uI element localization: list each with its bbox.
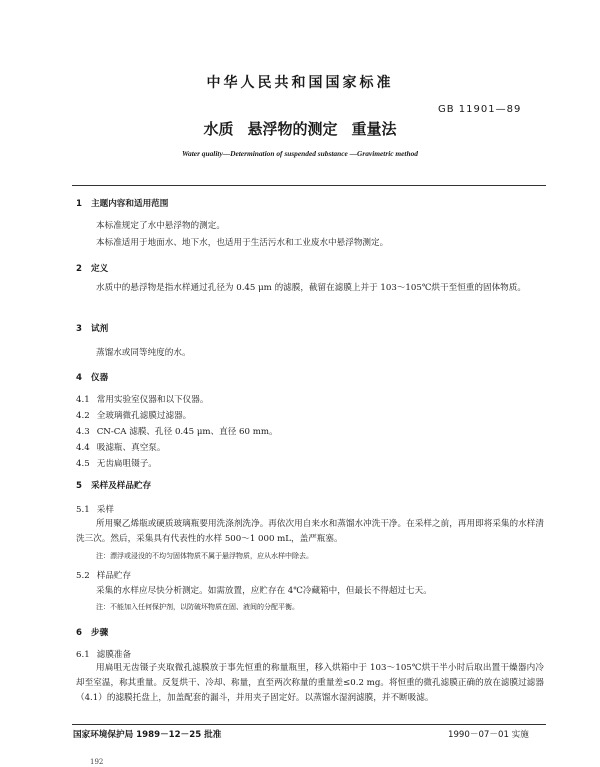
paragraph: 用扁咀无齿镊子夹取微孔滤膜放于事先恒重的称量瓶里，移入烘箱中于 103～105℃烘干半小时后取出置干燥器内冷却至室温，称其重量。反复烘干、冷却、称量，直至两次称量的重量差≤0.2 mg。将恒重的微孔滤膜正确的放在滤膜过滤器（4.1）的滤膜托盘上，加盖配套的漏斗，并用夹子固定好。以蒸馏水湿润滤膜，并不断吸滤。 bbox=[76, 663, 544, 703]
approval-line: 国家环境保护局 1989－12－25 批准 bbox=[73, 730, 222, 740]
section-title: 主题内容和适用范围 bbox=[91, 199, 169, 209]
section-title: 定义 bbox=[91, 264, 109, 274]
item-text: 常用实验室仪器和以下仪器。 bbox=[96, 395, 209, 405]
section-number: 5 bbox=[76, 481, 82, 491]
section-number: 4 bbox=[76, 373, 82, 383]
section-3-heading bbox=[76, 322, 108, 334]
subsection-title: 采样 bbox=[96, 505, 114, 515]
subsection-title: 样品贮存 bbox=[96, 571, 132, 581]
implementation-date: 1990－07－01 实施 bbox=[448, 730, 529, 740]
subsection-number: 5.2 bbox=[76, 571, 90, 581]
paragraph: 蒸馏水或同等纯度的水。 bbox=[96, 348, 191, 358]
section-number: 1 bbox=[76, 199, 82, 209]
title-part-1: 水质 bbox=[203, 120, 234, 138]
title-part-2: 悬浮物的测定 bbox=[247, 120, 338, 138]
list-item bbox=[76, 393, 208, 405]
standard-title: 中华人民共和国国家标准 bbox=[206, 75, 394, 91]
subsection-5-2-heading bbox=[76, 569, 131, 581]
section-title: 仪器 bbox=[91, 373, 109, 383]
item-number: 4.1 bbox=[76, 395, 90, 405]
section-title: 采样及样品贮存 bbox=[91, 481, 152, 491]
item-text: 无齿扁咀镊子。 bbox=[96, 459, 157, 469]
paragraph: 采集的水样应尽快分析测定。如需放置，应贮存在 4℃冷藏箱中，但最长不得超过七天。 bbox=[96, 586, 432, 596]
item-text: CN-CA 滤膜、孔径 0.45 μm、直径 60 mm。 bbox=[96, 427, 278, 437]
subsection-number: 6.1 bbox=[76, 650, 90, 660]
document-title-en: Water quality—Determination of suspended substance —Gravimetric method bbox=[182, 149, 418, 158]
item-text: 吸滤瓶、真空泵。 bbox=[96, 443, 166, 453]
section-title: 试剂 bbox=[91, 324, 109, 334]
list-item bbox=[76, 441, 166, 453]
top-divider bbox=[72, 185, 546, 186]
section-2-heading bbox=[76, 262, 108, 274]
paragraph: 本标准规定了水中悬浮物的测定。 bbox=[96, 221, 225, 231]
footer-divider bbox=[72, 724, 546, 725]
section-1-heading bbox=[76, 197, 168, 209]
item-number: 4.4 bbox=[76, 443, 90, 453]
document-title-cn bbox=[0, 118, 600, 139]
section-5-heading bbox=[76, 479, 151, 491]
page-number: 192 bbox=[90, 758, 104, 766]
item-text: 全玻璃微孔滤膜过滤器。 bbox=[96, 411, 192, 421]
section-number: 6 bbox=[76, 628, 82, 638]
section-4-heading bbox=[76, 371, 108, 383]
subsection-title: 滤膜准备 bbox=[96, 650, 132, 660]
section-number: 3 bbox=[76, 324, 82, 334]
section-title: 步骤 bbox=[91, 628, 109, 638]
list-item bbox=[76, 409, 191, 421]
paragraph: 所用聚乙烯瓶或硬质玻璃瓶要用洗涤剂洗净。再依次用自来水和蒸馏水冲洗干净。在采样之前，再用即将采集的水样清洗三次。然后，采集具有代表性的水样 500～1 000 mL，盖严瓶塞。 bbox=[76, 519, 544, 544]
list-item bbox=[76, 457, 157, 469]
note: 注：不能加入任何保护剂，以防破坏物质在固、液间的分配平衡。 bbox=[96, 603, 299, 611]
subsection-6-1-heading bbox=[76, 648, 131, 660]
paragraph: 本标准适用于地面水、地下水，也适用于生活污水和工业废水中悬浮物测定。 bbox=[96, 238, 389, 248]
subsection-5-1-heading bbox=[76, 503, 114, 515]
list-item bbox=[76, 425, 278, 437]
section-number: 2 bbox=[76, 264, 82, 274]
title-part-3: 重量法 bbox=[351, 120, 397, 138]
standard-code: GB 11901—89 bbox=[438, 104, 522, 115]
subsection-number: 5.1 bbox=[76, 505, 90, 515]
section-6-heading bbox=[76, 626, 108, 638]
paragraph: 水质中的悬浮物是指水样通过孔径为 0.45 μm 的滤膜，截留在滤膜上并于 103～105℃烘干至恒重的固体物质。 bbox=[96, 283, 526, 293]
note: 注：漂浮或浸没的不均匀固体物质不属于悬浮物质，应从水样中除去。 bbox=[96, 552, 313, 560]
item-number: 4.3 bbox=[76, 427, 90, 437]
item-number: 4.5 bbox=[76, 459, 90, 469]
item-number: 4.2 bbox=[76, 411, 90, 421]
